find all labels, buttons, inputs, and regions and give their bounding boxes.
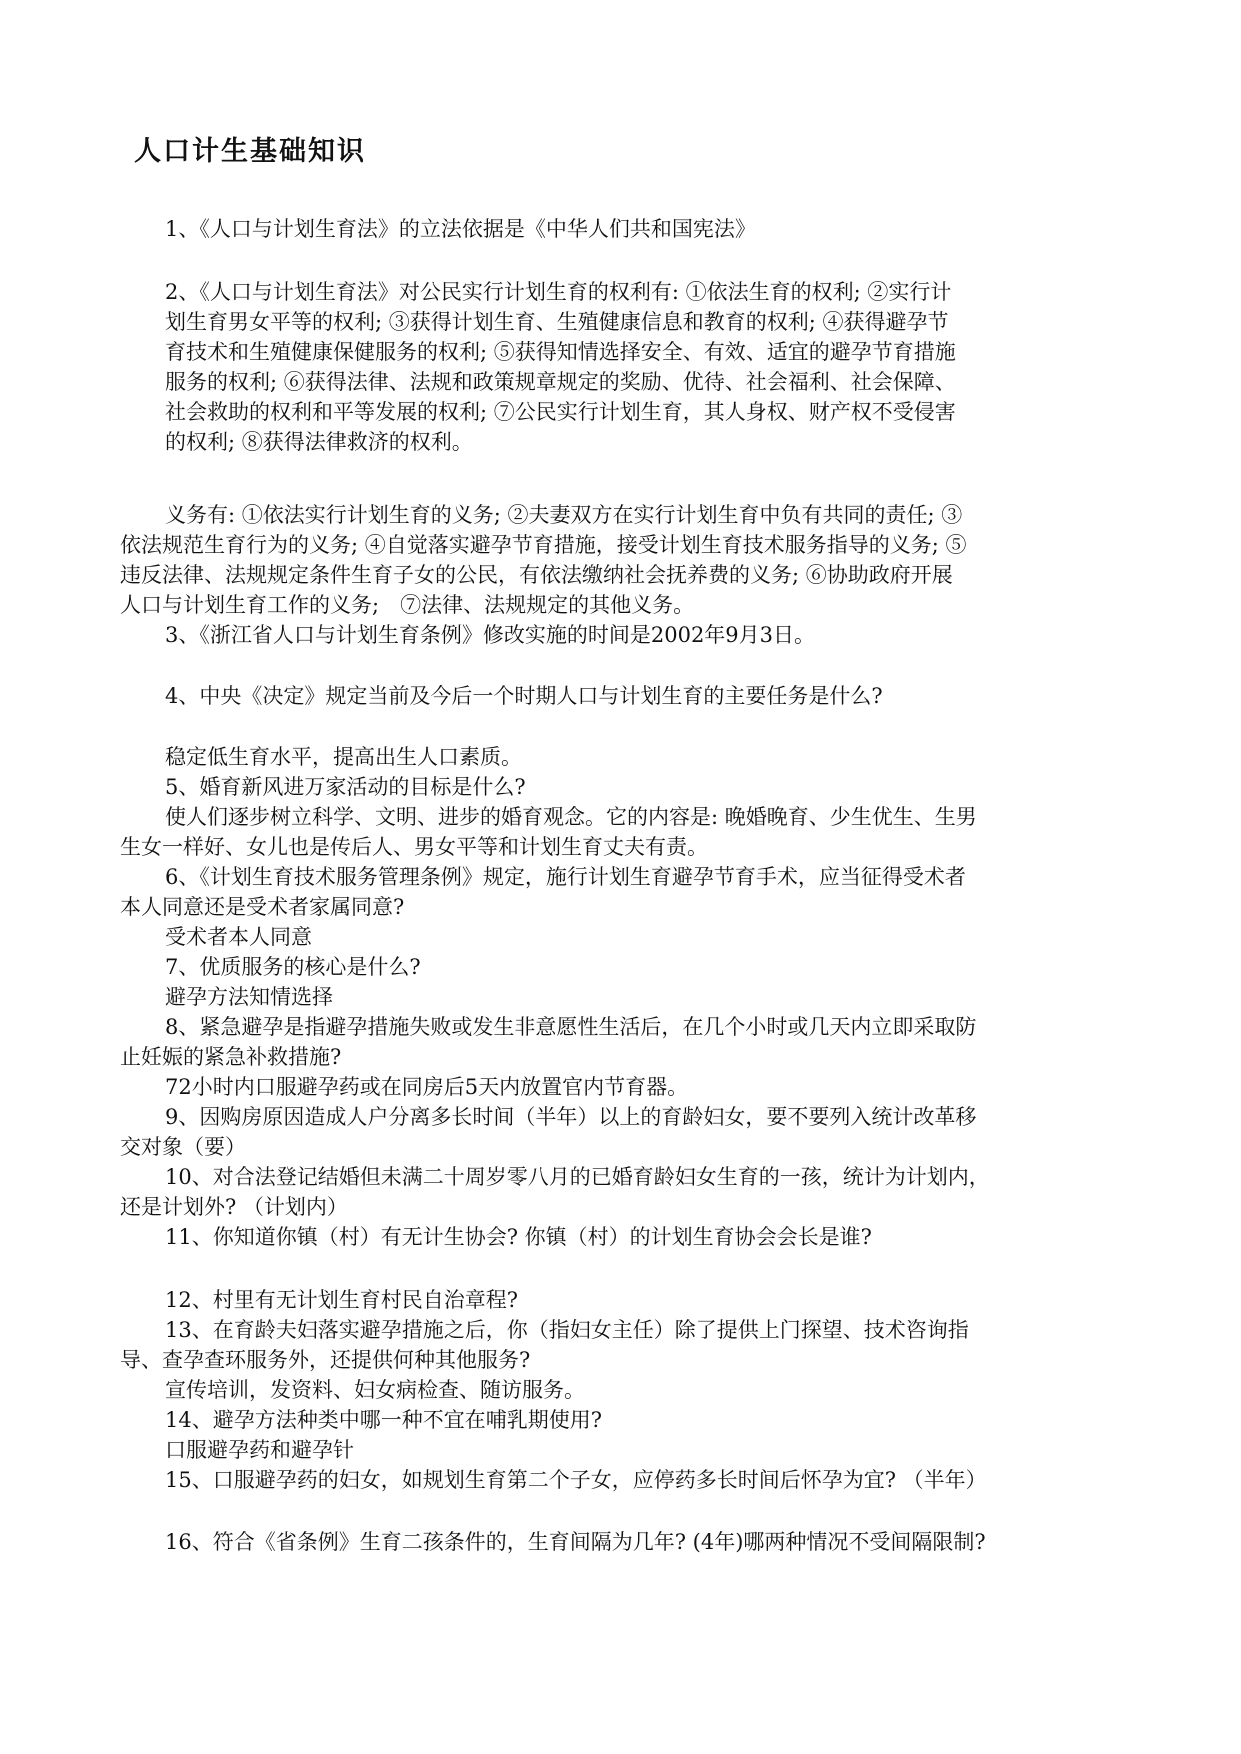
text-line: 交对象（要） [120, 1135, 246, 1159]
text-line: 使人们逐步树立科学、文明、进步的婚育观念。它的内容是: 晚婚晚育、少生优生、生男 [165, 805, 977, 829]
text-line: 违反法律、法规规定条件生育子女的公民，有依法缴纳社会抚养费的义务; ⑥协助政府开展 [120, 563, 953, 587]
text-line: 受术者本人同意 [165, 925, 312, 949]
text-line: 育技术和生殖健康保健服务的权利; ⑤获得知情选择安全、有效、适宜的避孕节育措施 [165, 340, 956, 364]
text-line: 的权利; ⑧获得法律救济的权利。 [165, 430, 473, 454]
text-line: 13、在育龄夫妇落实避孕措施之后，你（指妇女主任）除了提供上门探望、技术咨询指 [165, 1318, 969, 1342]
text-line: 7、优质服务的核心是什么? [165, 955, 421, 979]
text-line: 12、村里有无计划生育村民自治章程? [165, 1288, 518, 1312]
text-line: 3、《浙江省人口与计划生育条例》修改实施的时间是2002年9月3日。 [165, 623, 816, 647]
text-line: 9、因购房原因造成人户分离多长时间（半年）以上的育龄妇女，要不要列入统计改革移 [165, 1105, 977, 1129]
text-line: 宣传培训，发资料、妇女病检查、随访服务。 [165, 1378, 585, 1402]
text-line: 依法规范生育行为的义务; ④自觉落实避孕节育措施，接受计划生育技术服务指导的义务; ⑤ [120, 533, 967, 557]
text-line: 11、你知道你镇（村）有无计生协会? 你镇（村）的计划生育协会会长是谁? [165, 1225, 872, 1249]
text-line: 2、《人口与计划生育法》对公民实行计划生育的权利有: ①依法生育的权利; ②实行计 [165, 280, 952, 304]
text-line: 导、查孕查环服务外，还提供何种其他服务? [120, 1348, 531, 1372]
text-line: 避孕方法知情选择 [165, 985, 333, 1009]
text-line: 止妊娠的紧急补救措施? [120, 1045, 342, 1069]
text-line: 还是计划外? （计划内） [120, 1195, 348, 1219]
text-line: 8、紧急避孕是指避孕措施失败或发生非意愿性生活后，在几个小时或几天内立即采取防 [165, 1015, 977, 1039]
document-title: 人口计生基础知识 [134, 136, 366, 167]
text-line: 人口与计划生育工作的义务; ⑦法律、法规规定的其他义务。 [120, 593, 695, 617]
text-line: 稳定低生育水平，提高出生人口素质。 [165, 745, 522, 769]
text-line: 14、避孕方法种类中哪一种不宜在哺乳期使用? [165, 1408, 602, 1432]
text-line: 16、符合《省条例》生育二孩条件的，生育间隔为几年? (4年)哪两种情况不受间隔限制? [165, 1530, 986, 1554]
text-line: 口服避孕药和避孕针 [165, 1438, 354, 1462]
text-line: 72小时内口服避孕药或在同房后5天内放置官内节育器。 [165, 1075, 689, 1099]
text-line: 生女一样好、女儿也是传后人、男女平等和计划生育丈夫有责。 [120, 835, 708, 859]
text-line: 义务有: ①依法实行计划生育的义务; ②夫妻双方在实行计划生育中负有共同的责任; ③ [165, 503, 963, 527]
text-line: 划生育男女平等的权利; ③获得计划生育、生殖健康信息和教育的权利; ④获得避孕节 [165, 310, 949, 334]
text-line: 10、对合法登记结婚但未满二十周岁零八月的已婚育龄妇女生育的一孩，统计为计划内， [165, 1165, 990, 1189]
text-line: 5、婚育新风进万家活动的目标是什么? [165, 775, 526, 799]
text-line: 本人同意还是受术者家属同意? [120, 895, 405, 919]
text-line: 1、《人口与计划生育法》的立法依据是《中华人们共和国宪法》 [165, 217, 756, 241]
text-line: 4、中央《决定》规定当前及今后一个时期人口与计划生育的主要任务是什么? [165, 684, 883, 708]
text-line: 服务的权利; ⑥获得法律、法规和政策规章规定的奖励、优待、社会福利、社会保障、 [165, 370, 956, 394]
text-line: 15、口服避孕药的妇女，如规划生育第二个子女，应停药多长时间后怀孕为宜? （半年） [165, 1468, 987, 1492]
text-line: 社会救助的权利和平等发展的权利; ⑦公民实行计划生育，其人身权、财产权不受侵害 [165, 400, 956, 424]
text-line: 6、《计划生育技术服务管理条例》规定，施行计划生育避孕节育手术，应当征得受术者 [165, 865, 966, 889]
